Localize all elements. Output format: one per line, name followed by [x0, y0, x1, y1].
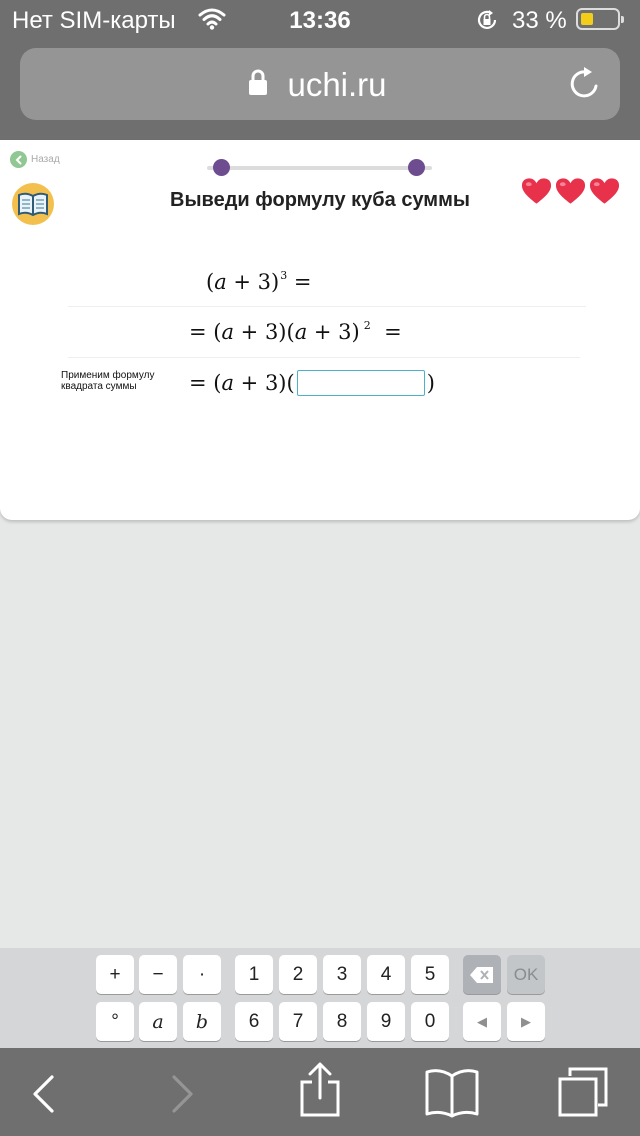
reload-icon[interactable]	[568, 66, 602, 107]
lesson-title: Выведи формулу куба суммы	[170, 189, 470, 211]
math-variable: a	[214, 270, 227, 294]
key-b[interactable]	[183, 1002, 221, 1041]
back-label: Назад	[31, 154, 60, 165]
address-bar[interactable]	[20, 48, 620, 120]
key-4[interactable]: 4	[367, 955, 405, 994]
back-link[interactable]	[10, 151, 60, 168]
clock: 13:36	[289, 7, 351, 34]
key-3[interactable]: 3	[323, 955, 361, 994]
hint-text: Применим формулу квадрата суммы	[61, 370, 155, 392]
key-a[interactable]	[139, 1002, 177, 1041]
math-keyboard	[0, 948, 640, 1048]
progress-dot	[213, 159, 230, 176]
tabs-icon[interactable]	[556, 1066, 612, 1123]
math-exponent: 2	[363, 319, 371, 332]
math-text: + 3)	[226, 270, 280, 294]
key-9[interactable]: 9	[367, 1002, 405, 1041]
math-text: + 3)	[307, 320, 360, 344]
bookmarks-icon[interactable]	[424, 1068, 480, 1123]
battery-percent: 33 %	[512, 7, 567, 34]
forward-icon[interactable]	[170, 1074, 196, 1119]
key-7[interactable]: 7	[279, 1002, 317, 1041]
math-text: =	[370, 320, 402, 344]
browser-chrome	[0, 0, 640, 140]
key-multiply[interactable]: ·	[183, 955, 221, 994]
backspace-icon	[469, 966, 495, 984]
key-0[interactable]: 0	[411, 1002, 449, 1041]
math-text: (	[206, 270, 215, 294]
key-plus[interactable]: +	[96, 955, 134, 994]
math-variable: a	[221, 371, 234, 395]
math-text: + 3)(	[234, 320, 295, 344]
url-text: uchi.ru	[287, 66, 387, 103]
back-icon[interactable]	[30, 1074, 56, 1119]
key-5[interactable]: 5	[411, 955, 449, 994]
backspace-key[interactable]	[463, 955, 501, 994]
orientation-lock-icon	[476, 9, 500, 38]
share-icon[interactable]	[298, 1062, 342, 1123]
key-1[interactable]: 1	[235, 955, 273, 994]
divider	[68, 357, 580, 358]
math-exponent: 3	[280, 269, 288, 282]
math-variable: a	[221, 320, 234, 344]
key-degree[interactable]: °	[96, 1002, 134, 1041]
status-bar	[0, 0, 640, 40]
battery-icon	[576, 8, 620, 30]
answer-input[interactable]	[297, 370, 425, 396]
key-label: a	[152, 1010, 164, 1033]
divider	[68, 306, 586, 307]
back-arrow-icon	[10, 151, 27, 168]
key-label: b	[195, 1010, 209, 1033]
math-text: )	[426, 371, 435, 395]
math-text: = (	[189, 320, 222, 344]
math-text: = (	[189, 371, 222, 395]
math-variable: a	[294, 320, 308, 344]
derivation-line-3	[189, 371, 435, 398]
derivation-line-2	[189, 320, 402, 344]
progress-track	[207, 166, 432, 170]
key-2[interactable]: 2	[279, 955, 317, 994]
ok-key[interactable]: OK	[507, 955, 545, 994]
math-text: + 3)(	[234, 371, 295, 395]
lesson-card	[0, 140, 640, 520]
progress-dot	[408, 159, 425, 176]
derivation-line-1	[206, 270, 312, 294]
key-minus[interactable]: −	[139, 955, 177, 994]
key-6[interactable]: 6	[235, 1002, 273, 1041]
carrier-label: Нет SIM-карты	[12, 7, 176, 34]
bottom-toolbar	[0, 1048, 640, 1136]
cursor-right-key[interactable]: ▶	[507, 1002, 545, 1041]
cursor-left-key[interactable]: ◀	[463, 1002, 501, 1041]
math-text: =	[287, 270, 312, 294]
key-8[interactable]: 8	[323, 1002, 361, 1041]
